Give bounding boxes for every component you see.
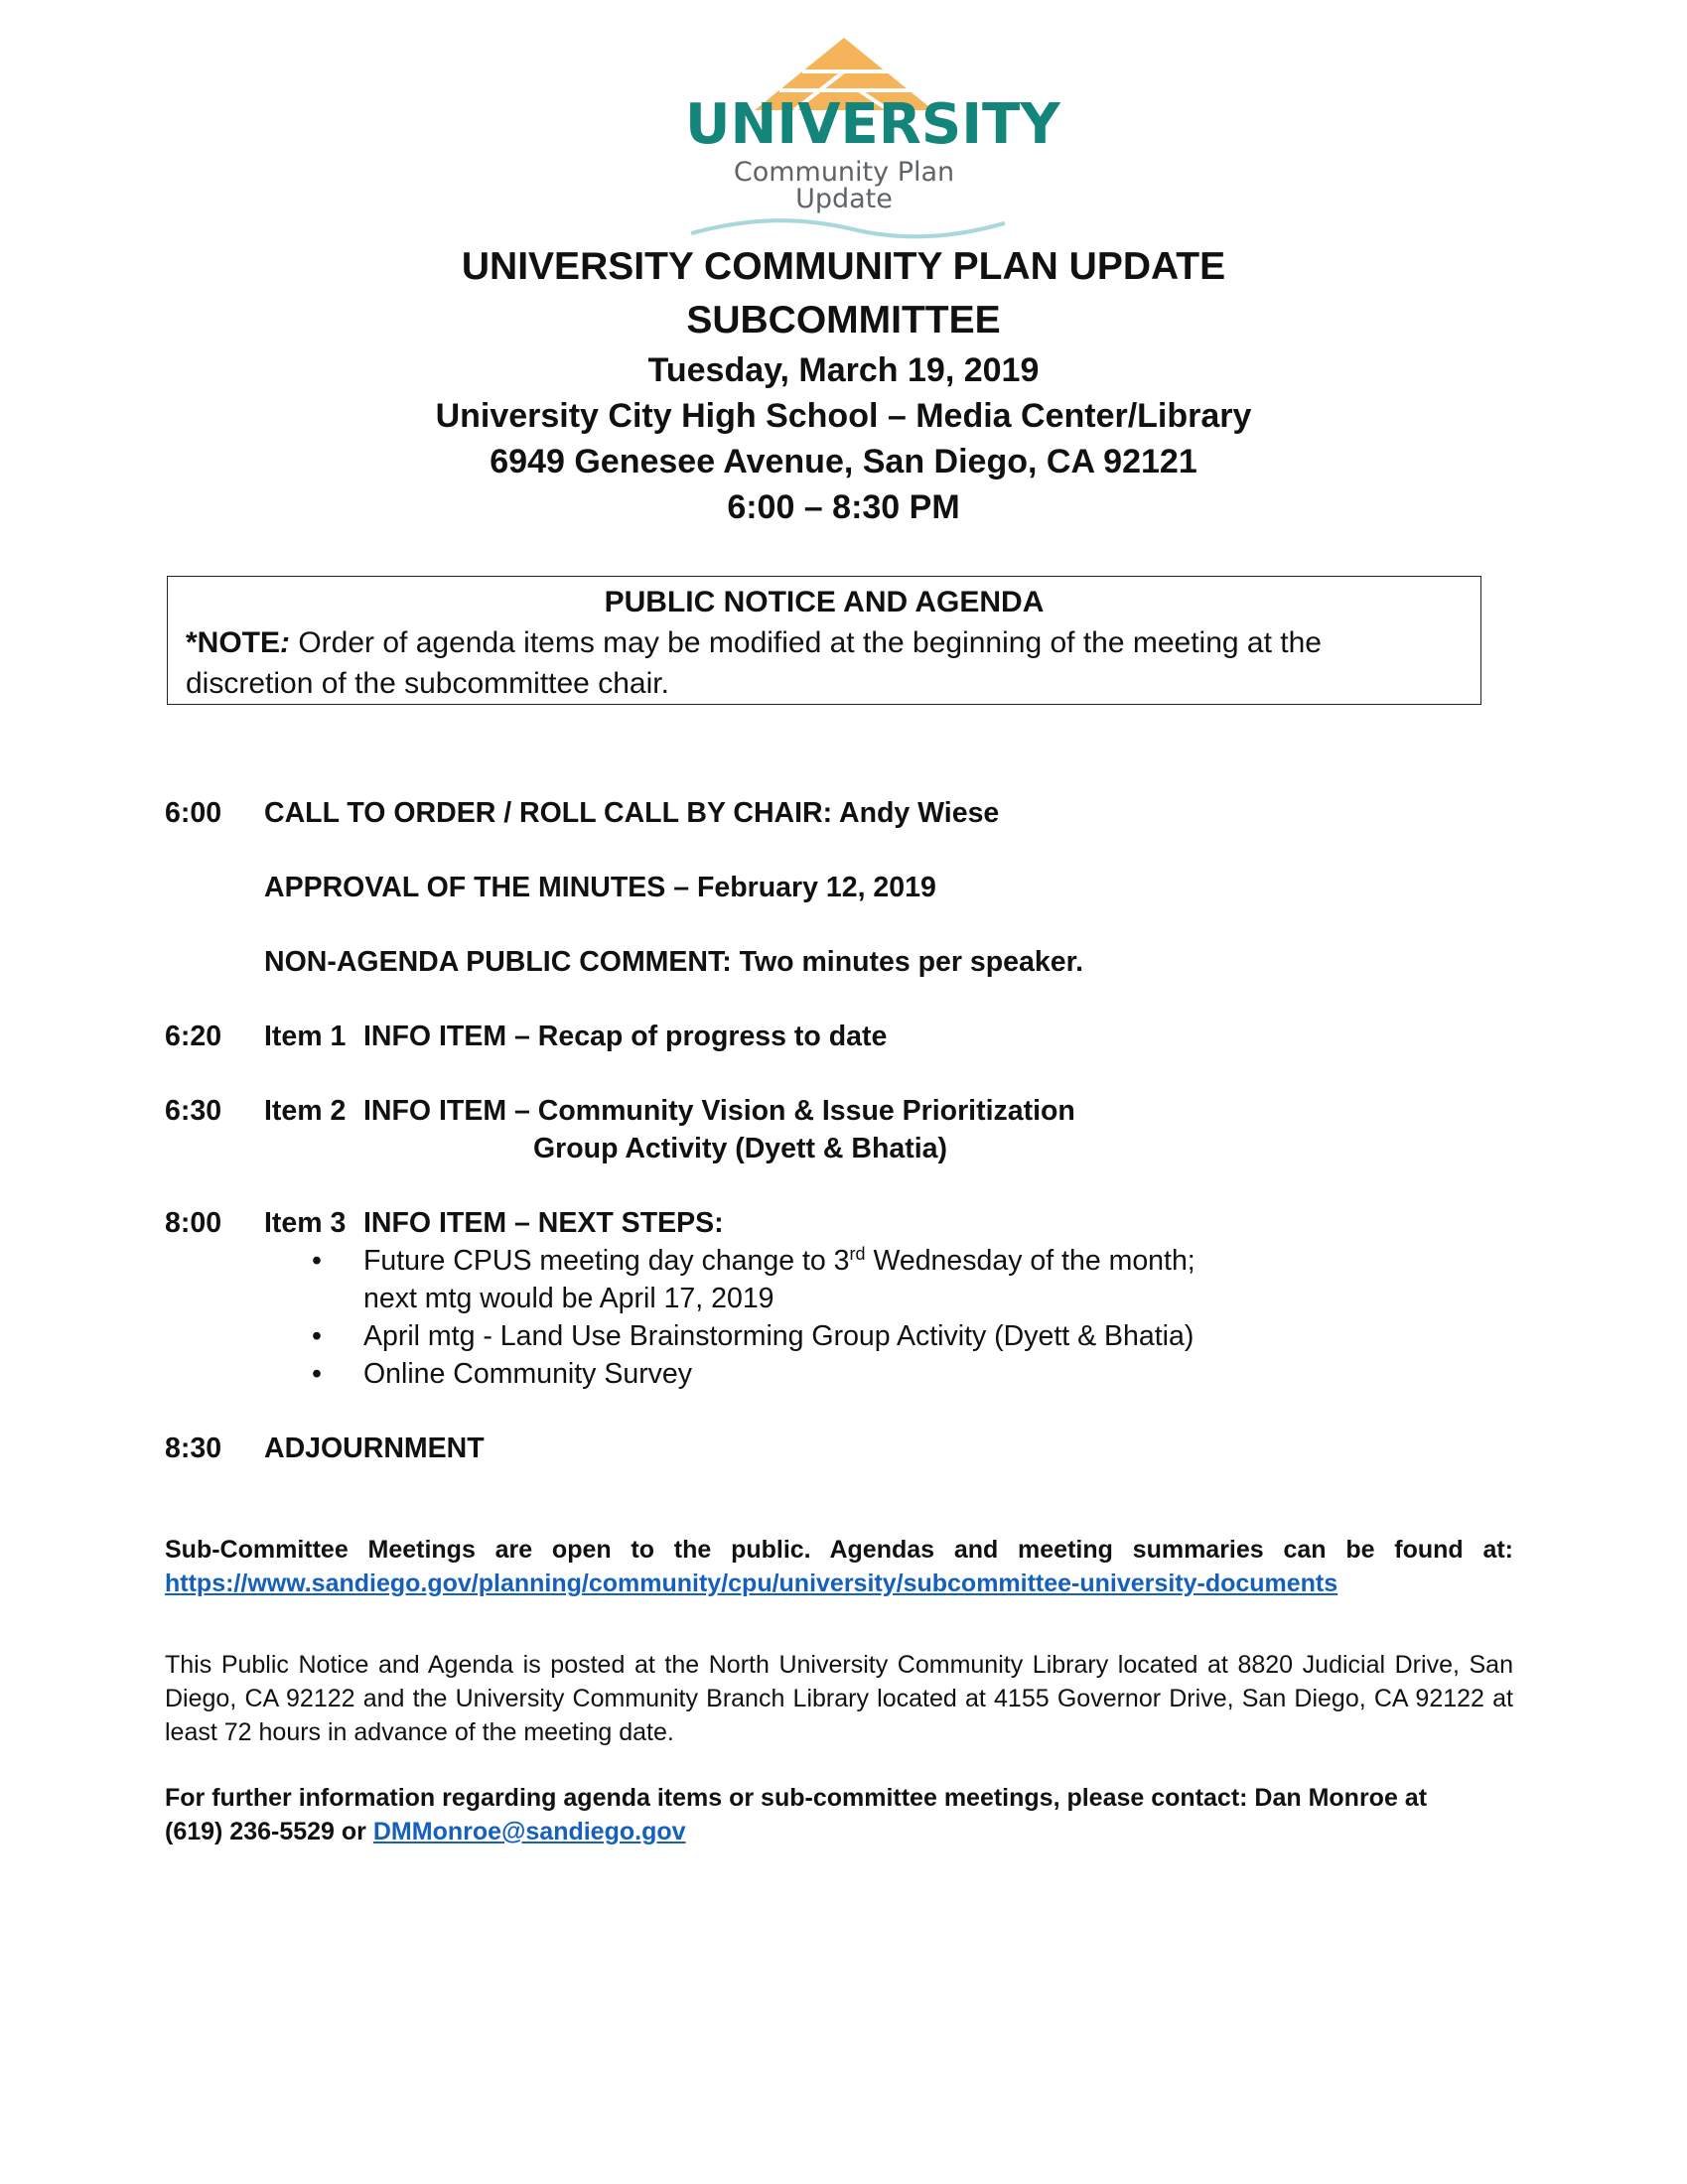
contact-line2 <box>165 1815 686 1848</box>
list-item <box>165 1242 1515 1280</box>
note-label: *NOTE <box>186 626 281 659</box>
agenda-text: NON-AGENDA PUBLIC COMMENT: Two minutes per speaker. <box>264 946 1084 978</box>
note-line2: discretion of the subcommittee chair. <box>186 667 669 700</box>
meeting-header <box>0 240 1687 530</box>
bullet-text: Wednesday of the month; <box>865 1245 1195 1277</box>
page-title: UNIVERSITY COMMUNITY PLAN UPDATE <box>461 245 1226 288</box>
university-logo <box>685 36 1060 224</box>
agenda-list <box>165 794 1515 1467</box>
meeting-date: Tuesday, March 19, 2019 <box>647 351 1040 389</box>
open-meetings-text: Sub-Committee Meetings are open to the public. Agendas and meeting summaries can be found at: <box>165 1536 1513 1564</box>
bullet-text: Online Community Survey <box>363 1358 693 1390</box>
note-line1: Order of agenda items may be modified at the beginning of the meeting at the <box>290 626 1322 659</box>
agenda-row-item2 <box>165 1092 1515 1130</box>
page-title-line2: SUBCOMMITTEE <box>686 299 1001 341</box>
agenda-item-label: Item 3 <box>264 1207 347 1239</box>
agenda-row-adjournment <box>165 1430 1515 1467</box>
agenda-text: APPROVAL OF THE MINUTES – February 12, 2019 <box>264 872 936 903</box>
contact-email-link[interactable]: DMMonroe@sandiego.gov <box>372 1818 686 1845</box>
ordinal-suffix: rd <box>849 1244 866 1264</box>
agenda-time: 8:30 <box>165 1433 222 1464</box>
bullet-icon: • <box>312 1358 322 1390</box>
agenda-text: Group Activity (Dyett & Bhatia) <box>533 1133 947 1164</box>
posting-text: This Public Notice and Agenda is posted at the North University Community Library located at 8820 Judicial Drive, San Diego, CA 92122 and the University Community Branch Library located at 4155 Governor Drive, San Diego, CA 92122 at least 72 hours in advance of the meeting date. <box>165 1651 1513 1746</box>
agenda-row-item1 <box>165 1018 1515 1055</box>
contact-phone: (619) 236-5529 or <box>165 1818 373 1845</box>
meeting-location: University City High School – Media Center/Library <box>435 397 1252 435</box>
notice-text <box>186 622 1463 704</box>
bullet-text: April mtg - Land Use Brainstorming Group Activity (Dyett & Bhatia) <box>363 1320 1195 1352</box>
agenda-time: 6:20 <box>165 1021 222 1052</box>
agenda-row-call-to-order <box>165 794 1515 832</box>
agenda-text: INFO ITEM – NEXT STEPS: <box>363 1207 724 1239</box>
agenda-text: INFO ITEM – Community Vision & Issue Prioritization <box>363 1095 1075 1127</box>
agenda-row-public-comment <box>165 943 1515 981</box>
bullet-text: next mtg would be April 17, 2019 <box>363 1283 774 1314</box>
list-item <box>165 1317 1515 1355</box>
agenda-text: INFO ITEM – Recap of progress to date <box>363 1021 888 1052</box>
documents-link[interactable]: https://www.sandiego.gov/planning/community/cpu/university/subcommittee-university-documents <box>165 1570 1338 1597</box>
agenda-time: 6:00 <box>165 797 222 829</box>
bullet-icon: • <box>312 1245 322 1277</box>
list-item-cont <box>165 1280 1515 1317</box>
logo-subtitle: Community Plan Update <box>733 157 955 214</box>
note-colon: : <box>280 626 291 659</box>
next-steps-list <box>165 1242 1515 1393</box>
agenda-time: 6:30 <box>165 1095 222 1127</box>
contact-text: For further information regarding agenda items or sub-committee meetings, please contact: Dan Monroe at <box>165 1784 1428 1812</box>
agenda-text: ADJOURNMENT <box>264 1433 485 1464</box>
notice-box <box>167 576 1481 705</box>
agenda-row-item3 <box>165 1204 1515 1242</box>
meeting-address: 6949 Genesee Avenue, San Diego, CA 92121 <box>490 443 1197 480</box>
agenda-item-label: Item 2 <box>264 1095 347 1127</box>
meeting-time: 6:00 – 8:30 PM <box>727 488 960 526</box>
logo-wordmark: UNIVERSITY <box>685 92 1060 157</box>
bullet-icon: • <box>312 1320 322 1352</box>
agenda-text: CALL TO ORDER / ROLL CALL BY CHAIR: Andy Wiese <box>264 797 1000 829</box>
agenda-time: 8:00 <box>165 1207 222 1239</box>
list-item <box>165 1355 1515 1393</box>
notice-title: PUBLIC NOTICE AND AGENDA <box>604 586 1045 618</box>
agenda-row-approval <box>165 869 1515 906</box>
agenda-item-label: Item 1 <box>264 1021 347 1052</box>
agenda-row-item2-cont <box>165 1130 1515 1167</box>
bullet-text: Future CPUS meeting day change to 3 <box>363 1245 850 1277</box>
